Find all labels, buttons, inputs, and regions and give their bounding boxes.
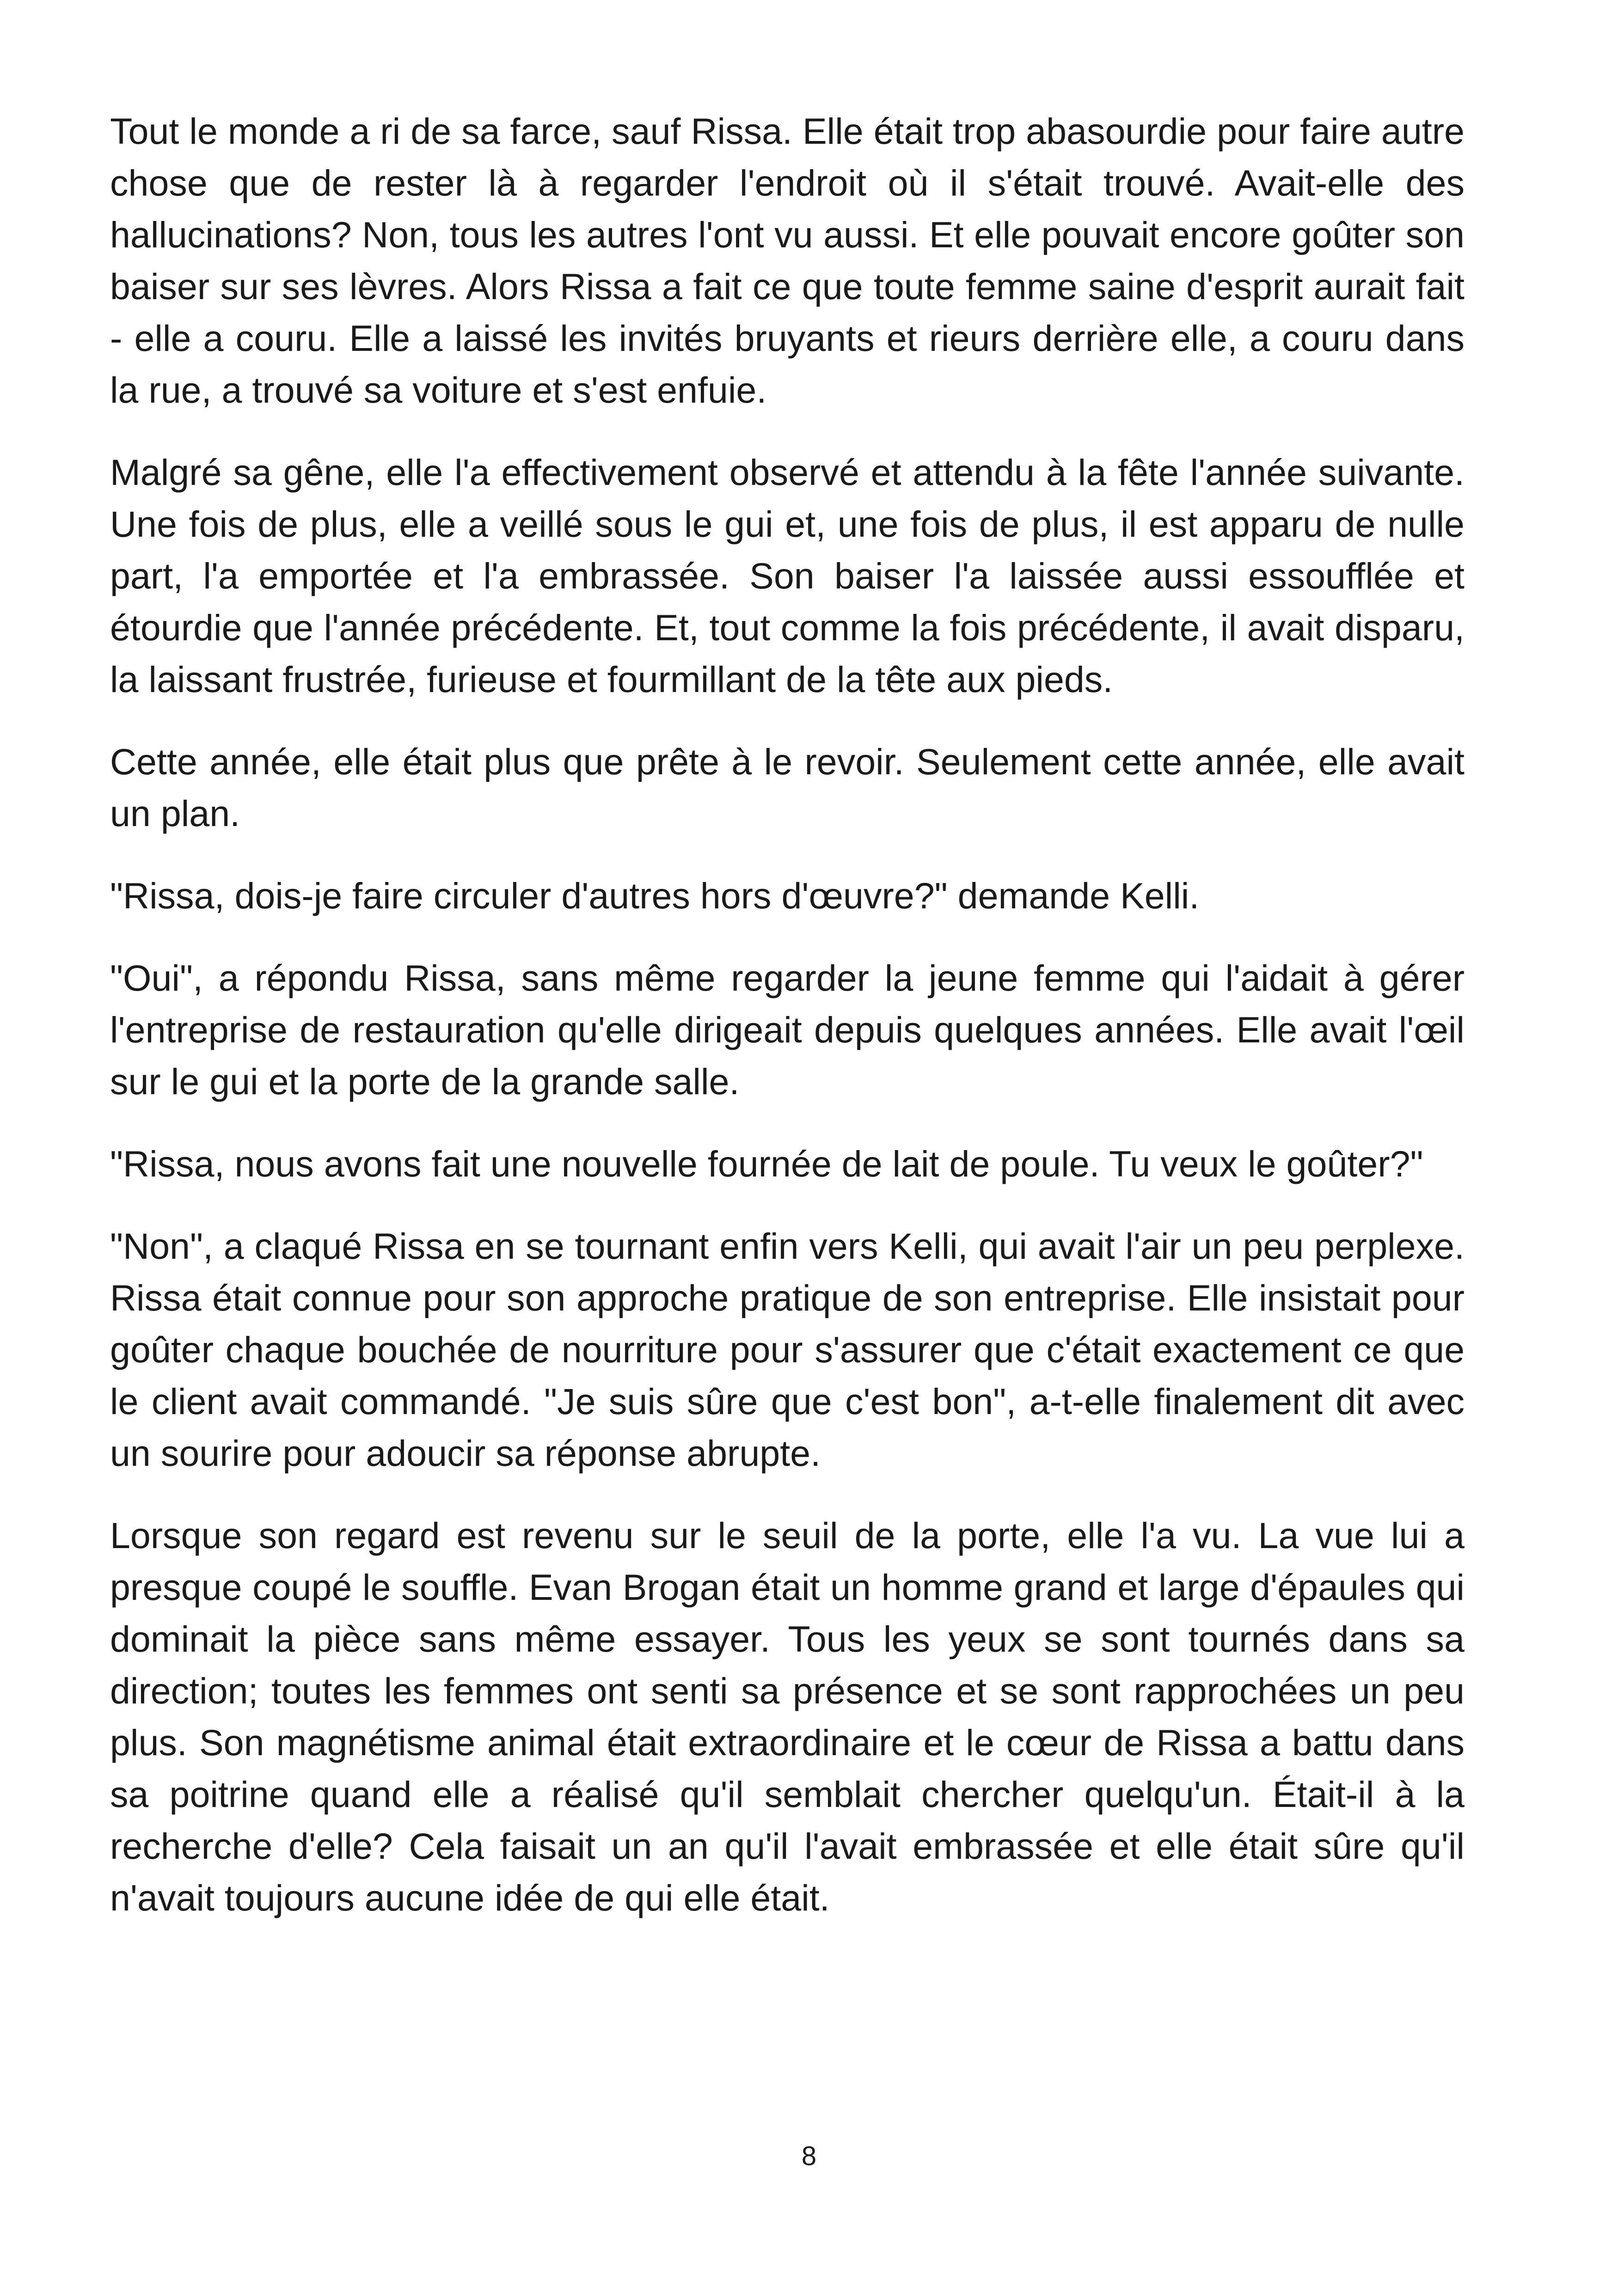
paragraph-7: "Non", a claqué Rissa en se tournant enfin vers Kelli, qui avait l'air un peu perplexe. Rissa était connue pour son approche pratique de son entreprise. Elle insistait pour goûter chaque bouchée de nourriture pour s'assurer que c'était exactement ce que le client avait commandé. "Je suis sûre que c'est bon", a-t-elle finalement dit avec un sourire pour adoucir sa réponse abrupte.	[110, 1225, 1465, 1474]
paragraph-5: "Oui", a répondu Rissa, sans même regarder la jeune femme qui l'aidait à gérer l'entreprise de restauration qu'elle dirigeait depuis quelques années. Elle avait l'œil sur le gui et la porte de la grande salle.	[110, 957, 1465, 1102]
paragraph-6: "Rissa, nous avons fait une nouvelle fournée de lait de poule. Tu veux le goûter?"	[110, 1143, 1423, 1184]
page-number: 8	[801, 2141, 817, 2171]
paragraph-1: Tout le monde a ri de sa farce, sauf Rissa. Elle était trop abasourdie pour faire autre chose que de rester là à regarder l'endroit où il s'était trouvé. Avait-elle des hallucinations? Non, tous les autres l'ont vu aussi. Et elle pouvait encore goûter son baiser sur ses lèvres. Alors Rissa a fait ce que toute femme saine d'esprit aurait fait - elle a couru. Elle a laissé les invités bruyants et rieurs derrière elle, a couru dans la rue, a trouvé sa voiture et s'est enfuie.	[110, 110, 1465, 410]
body-text	[110, 105, 1465, 1924]
paragraph-8: Lorsque son regard est revenu sur le seuil de la porte, elle l'a vu. La vue lui a presque coupé le souffle. Evan Brogan était un homme grand et large d'épaules qui dominait la pièce sans même essayer. Tous les yeux se sont tournés dans sa direction; toutes les femmes ont senti sa présence et se sont rapprochées un peu plus. Son magnétisme animal était extraordinaire et le cœur de Rissa a battu dans sa poitrine quand elle a réalisé qu'il semblait chercher quelqu'un. Était-il à la recherche d'elle? Cela faisait un an qu'il l'avait embrassée et elle était sûre qu'il n'avait toujours aucune idée de qui elle était.	[110, 1515, 1465, 1918]
paragraph-2: Malgré sa gêne, elle l'a effectivement observé et attendu à la fête l'année suivante. Une fois de plus, elle a veillé sous le gui et, une fois de plus, il est apparu de nulle part, l'a emportée et l'a embrassée. Son baiser l'a laissée aussi essoufflée et étourdie que l'année précédente. Et, tout comme la fois précédente, il avait disparu, la laissant frustrée, furieuse et fourmillant de la tête aux pieds.	[110, 452, 1465, 700]
paragraph-4: "Rissa, dois-je faire circuler d'autres hors d'œuvre?" demande Kelli.	[110, 875, 1200, 916]
paragraph-3: Cette année, elle était plus que prête à le revoir. Seulement cette année, elle avait un plan.	[110, 741, 1465, 834]
